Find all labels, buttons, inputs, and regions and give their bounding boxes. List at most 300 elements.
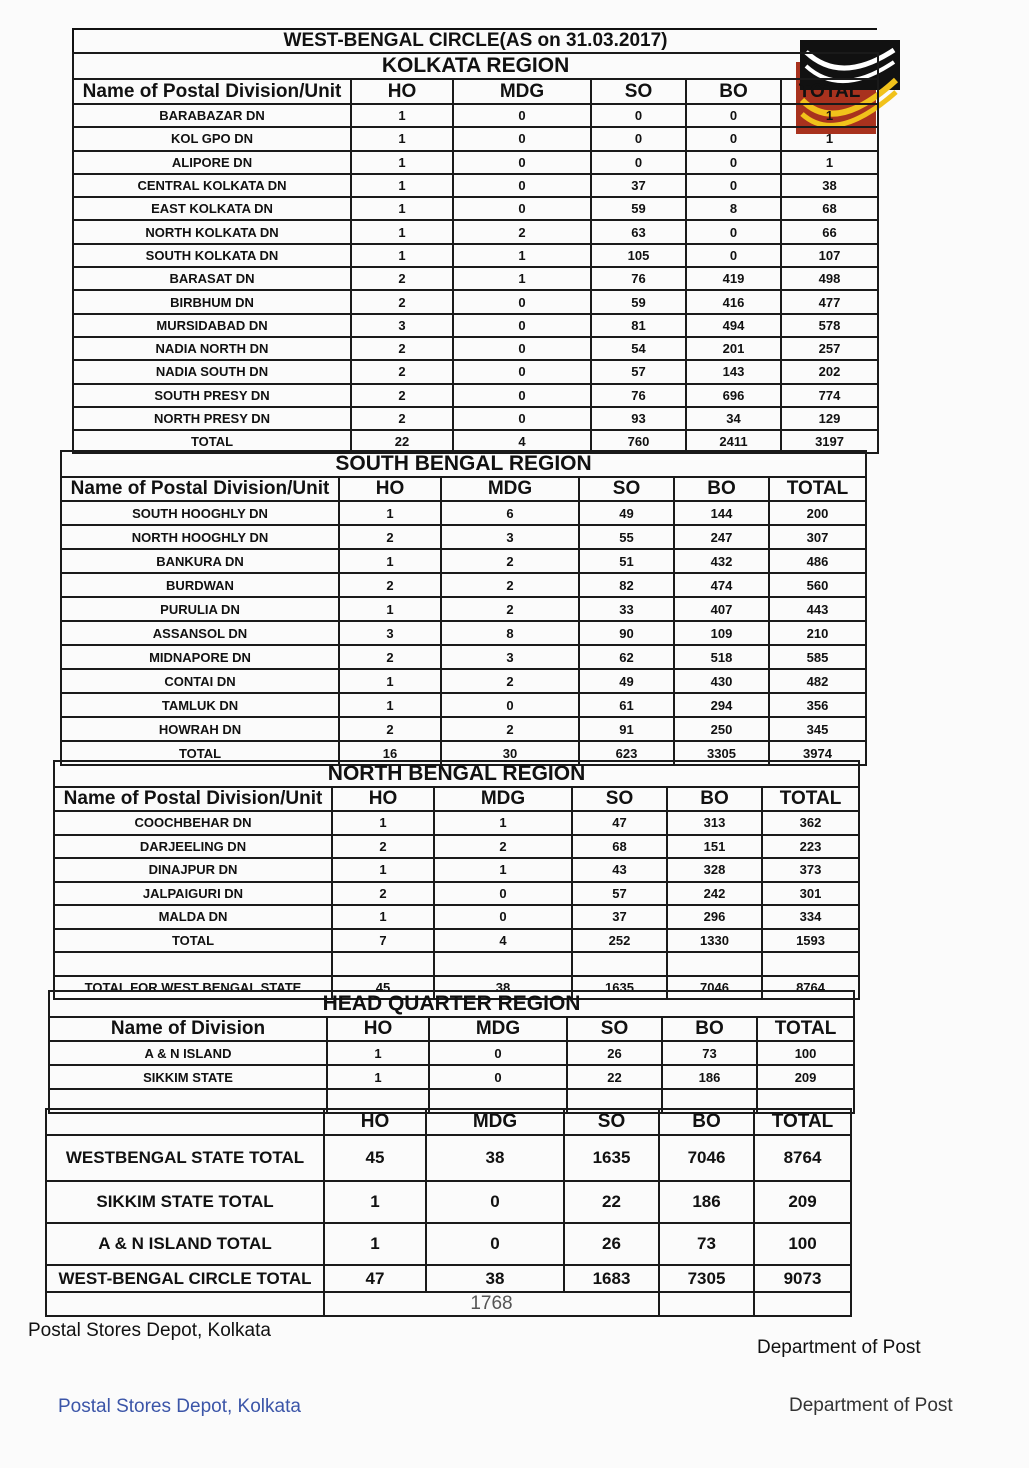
row-label: NORTH PRESY DN [73, 407, 351, 430]
mdg-cell: 0 [453, 337, 591, 360]
table-row [61, 549, 866, 573]
so-cell: 55 [579, 525, 674, 549]
ho-cell: 1 [324, 1181, 426, 1223]
bo-cell: 407 [674, 597, 769, 621]
ho-cell: 1 [339, 669, 441, 693]
mdg-cell: 6 [441, 501, 579, 525]
kolkata-region-table [72, 28, 877, 454]
so-cell: 33 [579, 597, 674, 621]
so-cell: 68 [572, 835, 667, 859]
ho-cell: 1 [339, 693, 441, 717]
mdg-cell: 38 [426, 1265, 564, 1292]
ho-cell: 2 [332, 882, 434, 906]
table-row [73, 151, 878, 174]
ho-cell: 1 [332, 905, 434, 929]
bo-cell: 7046 [659, 1135, 754, 1181]
total-cell: 8764 [754, 1135, 851, 1181]
total-cell: 100 [757, 1041, 854, 1065]
so-cell: 43 [572, 858, 667, 882]
total-cell: 209 [754, 1181, 851, 1223]
blank-cell [46, 1292, 324, 1316]
table-row [73, 337, 878, 360]
row-label: DINAJPUR DN [54, 858, 332, 882]
total-cell: 498 [781, 267, 878, 290]
total-cell [762, 952, 859, 976]
row-label: JALPAIGURI DN [54, 882, 332, 906]
total-cell: 307 [769, 525, 866, 549]
so-cell: 62 [579, 645, 674, 669]
mdg-cell: 2 [441, 597, 579, 621]
total-row [54, 929, 859, 953]
table-row [54, 882, 859, 906]
bo-cell: 0 [686, 127, 781, 150]
mdg-cell: 0 [434, 882, 572, 906]
row-label: MURSIDABAD DN [73, 314, 351, 337]
so-cell: 57 [572, 882, 667, 906]
total-cell: TOTAL [754, 1109, 851, 1135]
ho-cell: 47 [324, 1265, 426, 1292]
ho-cell: 22 [351, 430, 453, 453]
head-quarter-region-table [48, 990, 854, 1114]
mdg-cell: 0 [426, 1223, 564, 1265]
row-label: MALDA DN [54, 905, 332, 929]
so-cell: 47 [572, 811, 667, 835]
mdg-cell: MDG [434, 787, 572, 811]
row-label: SOUTH HOOGHLY DN [61, 501, 339, 525]
ho-cell: HO [339, 477, 441, 501]
region-title: KOLKATA REGION [73, 53, 878, 79]
total-cell: 66 [781, 220, 878, 243]
total-cell: 1 [781, 104, 878, 127]
row-label: Name of Postal Division/Unit [61, 477, 339, 501]
so-cell: SO [564, 1109, 659, 1135]
mdg-cell: 0 [441, 693, 579, 717]
south-bengal-region-table [60, 450, 862, 766]
row-label: Name of Division [49, 1017, 327, 1041]
bo-cell: 474 [674, 573, 769, 597]
bo-cell: 73 [662, 1041, 757, 1065]
row-label: NADIA SOUTH DN [73, 360, 351, 383]
bo-cell: 242 [667, 882, 762, 906]
ho-cell: 1 [351, 220, 453, 243]
table-row [49, 1041, 854, 1065]
document-title: WEST-BENGAL CIRCLE(AS on 31.03.2017) [72, 28, 877, 52]
total-cell: 443 [769, 597, 866, 621]
ho-cell: 16 [339, 741, 441, 765]
summary-row [46, 1135, 851, 1181]
mdg-cell: 4 [453, 430, 591, 453]
row-label: BARABAZAR DN [73, 104, 351, 127]
mdg-cell: MDG [453, 79, 591, 104]
so-cell: 59 [591, 290, 686, 313]
bo-cell: 151 [667, 835, 762, 859]
row-label: HOWRAH DN [61, 717, 339, 741]
total-cell: 1 [781, 127, 878, 150]
total-cell: 100 [754, 1223, 851, 1265]
total-cell: 356 [769, 693, 866, 717]
blank-cell [659, 1292, 754, 1316]
bo-cell: 518 [674, 645, 769, 669]
table-row [73, 244, 878, 267]
mdg-cell: MDG [426, 1109, 564, 1135]
bo-cell: BO [659, 1109, 754, 1135]
row-label: NORTH KOLKATA DN [73, 220, 351, 243]
total-cell: 129 [781, 407, 878, 430]
so-cell: SO [572, 787, 667, 811]
handwritten-note-row [46, 1292, 851, 1316]
table-row [61, 717, 866, 741]
bo-cell: 0 [686, 104, 781, 127]
ho-cell: HO [324, 1109, 426, 1135]
table-row [61, 645, 866, 669]
table-row [54, 952, 859, 976]
summary-row [46, 1223, 851, 1265]
row-label: NADIA NORTH DN [73, 337, 351, 360]
ho-cell: 1 [351, 244, 453, 267]
mdg-cell: 0 [453, 151, 591, 174]
total-cell: TOTAL [781, 79, 878, 104]
so-cell: 90 [579, 621, 674, 645]
bo-cell: 143 [686, 360, 781, 383]
ho-cell: 1 [332, 858, 434, 882]
so-cell: 76 [591, 384, 686, 407]
ho-cell: 2 [339, 717, 441, 741]
total-cell: 209 [757, 1065, 854, 1089]
ho-cell: 3 [339, 621, 441, 645]
ho-cell: 2 [339, 573, 441, 597]
row-label: WEST-BENGAL CIRCLE TOTAL [46, 1265, 324, 1292]
mdg-cell: 0 [434, 905, 572, 929]
row-label: A & N ISLAND [49, 1041, 327, 1065]
ho-cell: 2 [339, 525, 441, 549]
so-cell: 26 [567, 1041, 662, 1065]
total-cell: 334 [762, 905, 859, 929]
summary-row [46, 1181, 851, 1223]
so-cell: 0 [591, 104, 686, 127]
ho-cell: 1 [339, 501, 441, 525]
bo-cell: 7046 [667, 976, 762, 1000]
row-label: TOTAL FOR WEST BENGAL STATE [54, 976, 332, 1000]
row-label: Name of Postal Division/Unit [73, 79, 351, 104]
handwritten-note: 1768 [324, 1292, 659, 1316]
table-row [54, 905, 859, 929]
bo-cell: 2411 [686, 430, 781, 453]
table-row [73, 174, 878, 197]
region-title: SOUTH BENGAL REGION [61, 451, 866, 477]
row-label: BARASAT DN [73, 267, 351, 290]
footer-right-text-gray: Department of Post [789, 1395, 953, 1416]
ho-cell: 1 [351, 174, 453, 197]
mdg-cell: 0 [453, 127, 591, 150]
bo-cell: 73 [659, 1223, 754, 1265]
bo-cell: 0 [686, 151, 781, 174]
so-cell: 252 [572, 929, 667, 953]
ho-cell: 1 [351, 197, 453, 220]
so-cell: 1635 [572, 976, 667, 1000]
row-label: PURULIA DN [61, 597, 339, 621]
so-cell: 26 [564, 1223, 659, 1265]
ho-cell: 2 [351, 267, 453, 290]
row-label: KOL GPO DN [73, 127, 351, 150]
total-cell: 362 [762, 811, 859, 835]
total-cell: 3974 [769, 741, 866, 765]
total-cell: 585 [769, 645, 866, 669]
mdg-cell: 0 [453, 314, 591, 337]
bo-cell: 494 [686, 314, 781, 337]
total-cell: 482 [769, 669, 866, 693]
table-row [73, 197, 878, 220]
table-row [73, 314, 878, 337]
row-label: CENTRAL KOLKATA DN [73, 174, 351, 197]
bo-cell: 296 [667, 905, 762, 929]
mdg-cell: MDG [441, 477, 579, 501]
total-cell: 1593 [762, 929, 859, 953]
total-cell: 560 [769, 573, 866, 597]
mdg-cell: 2 [434, 835, 572, 859]
total-cell: 202 [781, 360, 878, 383]
so-cell: 0 [591, 151, 686, 174]
mdg-cell: 0 [429, 1065, 567, 1089]
row-label: TOTAL [73, 430, 351, 453]
bo-cell: 201 [686, 337, 781, 360]
total-cell: 9073 [754, 1265, 851, 1292]
bo-cell: 247 [674, 525, 769, 549]
bo-cell: 8 [686, 197, 781, 220]
total-cell: TOTAL [762, 787, 859, 811]
total-cell: TOTAL [769, 477, 866, 501]
row-label: Name of Postal Division/Unit [54, 787, 332, 811]
mdg-cell: 3 [441, 645, 579, 669]
bo-cell: 430 [674, 669, 769, 693]
north-bengal-region-table [53, 760, 858, 1000]
total-cell: 1 [781, 151, 878, 174]
bo-cell [667, 952, 762, 976]
table-row [61, 525, 866, 549]
so-cell: SO [567, 1017, 662, 1041]
row-label: BIRBHUM DN [73, 290, 351, 313]
ho-cell: 1 [339, 597, 441, 621]
mdg-cell: 4 [434, 929, 572, 953]
so-cell: 1683 [564, 1265, 659, 1292]
bo-cell: 0 [686, 174, 781, 197]
total-cell: 301 [762, 882, 859, 906]
ho-cell: 2 [351, 384, 453, 407]
so-cell: 22 [564, 1181, 659, 1223]
region-title: NORTH BENGAL REGION [54, 761, 859, 787]
mdg-cell: 2 [441, 549, 579, 573]
mdg-cell: 2 [441, 717, 579, 741]
ho-cell: 1 [327, 1065, 429, 1089]
ho-cell: HO [327, 1017, 429, 1041]
bo-cell: BO [667, 787, 762, 811]
row-label: TOTAL [54, 929, 332, 953]
mdg-cell: 0 [453, 384, 591, 407]
bo-cell: 0 [686, 244, 781, 267]
mdg-cell: 2 [441, 573, 579, 597]
ho-cell: 2 [351, 337, 453, 360]
bo-cell: 696 [686, 384, 781, 407]
total-cell: 200 [769, 501, 866, 525]
table-row [73, 104, 878, 127]
total-cell: 486 [769, 549, 866, 573]
table-header-row [73, 79, 878, 104]
mdg-cell: 0 [426, 1181, 564, 1223]
mdg-cell: 30 [441, 741, 579, 765]
so-cell: 82 [579, 573, 674, 597]
bo-cell: 416 [686, 290, 781, 313]
ho-cell: 45 [332, 976, 434, 1000]
mdg-cell: 0 [453, 104, 591, 127]
table-row [73, 407, 878, 430]
row-label: CONTAI DN [61, 669, 339, 693]
row-label [46, 1109, 324, 1135]
ho-cell: 2 [351, 360, 453, 383]
ho-cell: 2 [332, 835, 434, 859]
total-cell: 345 [769, 717, 866, 741]
total-cell: 8764 [762, 976, 859, 1000]
table-header-row [54, 787, 859, 811]
summary-row [46, 1265, 851, 1292]
mdg-cell: 8 [441, 621, 579, 645]
bo-cell: 419 [686, 267, 781, 290]
total-cell: 68 [781, 197, 878, 220]
so-cell: 105 [591, 244, 686, 267]
row-label: SIKKIM STATE [49, 1065, 327, 1089]
bo-cell: 0 [686, 220, 781, 243]
row-label: SOUTH PRESY DN [73, 384, 351, 407]
so-cell: 91 [579, 717, 674, 741]
bo-cell: 1330 [667, 929, 762, 953]
ho-cell: 3 [351, 314, 453, 337]
ho-cell: 1 [351, 104, 453, 127]
bo-cell: 294 [674, 693, 769, 717]
table-row [49, 1065, 854, 1089]
table-row [61, 597, 866, 621]
so-cell: 93 [591, 407, 686, 430]
total-cell: 210 [769, 621, 866, 645]
table-row [54, 835, 859, 859]
so-cell: 61 [579, 693, 674, 717]
so-cell: SO [591, 79, 686, 104]
mdg-cell: 38 [434, 976, 572, 1000]
ho-cell: 1 [332, 811, 434, 835]
so-cell: 59 [591, 197, 686, 220]
ho-cell [332, 952, 434, 976]
total-cell: 774 [781, 384, 878, 407]
region-title: HEAD QUARTER REGION [49, 991, 854, 1017]
bo-cell: 34 [686, 407, 781, 430]
mdg-cell: 1 [434, 811, 572, 835]
table-row [73, 290, 878, 313]
so-cell: 76 [591, 267, 686, 290]
row-label: COOCHBEHAR DN [54, 811, 332, 835]
mdg-cell: 2 [441, 669, 579, 693]
row-label: ASSANSOL DN [61, 621, 339, 645]
so-cell: SO [579, 477, 674, 501]
bo-cell: 432 [674, 549, 769, 573]
ho-cell: 1 [351, 151, 453, 174]
total-cell: 107 [781, 244, 878, 267]
so-cell [572, 952, 667, 976]
row-label: A & N ISLAND TOTAL [46, 1223, 324, 1265]
bo-cell: 186 [659, 1181, 754, 1223]
row-label: MIDNAPORE DN [61, 645, 339, 669]
row-label: SOUTH KOLKATA DN [73, 244, 351, 267]
ho-cell: 1 [339, 549, 441, 573]
bo-cell: 186 [662, 1065, 757, 1089]
row-label: SIKKIM STATE TOTAL [46, 1181, 324, 1223]
row-label: DARJEELING DN [54, 835, 332, 859]
bo-cell: BO [686, 79, 781, 104]
row-label: NORTH HOOGHLY DN [61, 525, 339, 549]
ho-cell: 1 [327, 1041, 429, 1065]
so-cell: 63 [591, 220, 686, 243]
row-label: BANKURA DN [61, 549, 339, 573]
table-row [73, 220, 878, 243]
mdg-cell: MDG [429, 1017, 567, 1041]
table-row [54, 811, 859, 835]
so-cell: 760 [591, 430, 686, 453]
table-row [61, 669, 866, 693]
footer-left-text-blue: Postal Stores Depot, Kolkata [58, 1396, 301, 1417]
total-cell: 257 [781, 337, 878, 360]
ho-cell: 45 [324, 1135, 426, 1181]
total-cell: TOTAL [757, 1017, 854, 1041]
mdg-cell [434, 952, 572, 976]
row-label [54, 952, 332, 976]
bo-cell: 144 [674, 501, 769, 525]
total-cell: 578 [781, 314, 878, 337]
ho-cell: HO [332, 787, 434, 811]
bo-cell: 7305 [659, 1265, 754, 1292]
so-cell: 81 [591, 314, 686, 337]
table-row [54, 858, 859, 882]
mdg-cell: 1 [453, 267, 591, 290]
table-row [61, 501, 866, 525]
bo-cell: 250 [674, 717, 769, 741]
bo-cell: 3305 [674, 741, 769, 765]
so-cell: 37 [572, 905, 667, 929]
ho-cell: 1 [324, 1223, 426, 1265]
so-cell: 37 [591, 174, 686, 197]
so-cell: 49 [579, 669, 674, 693]
so-cell: 22 [567, 1065, 662, 1089]
so-cell: 1635 [564, 1135, 659, 1181]
ho-cell: 7 [332, 929, 434, 953]
so-cell: 49 [579, 501, 674, 525]
total-cell: 477 [781, 290, 878, 313]
total-cell: 223 [762, 835, 859, 859]
blank-cell [754, 1292, 851, 1316]
bo-cell: BO [662, 1017, 757, 1041]
total-cell: 373 [762, 858, 859, 882]
mdg-cell: 0 [453, 174, 591, 197]
bo-cell: 109 [674, 621, 769, 645]
mdg-cell: 1 [453, 244, 591, 267]
mdg-cell: 0 [453, 197, 591, 220]
ho-cell: 2 [351, 290, 453, 313]
bo-cell: BO [674, 477, 769, 501]
row-label: EAST KOLKATA DN [73, 197, 351, 220]
summary-totals-table [45, 1108, 850, 1317]
table-row [73, 267, 878, 290]
footer-left-text: Postal Stores Depot, Kolkata [28, 1320, 271, 1341]
mdg-cell: 0 [429, 1041, 567, 1065]
row-label: TAMLUK DN [61, 693, 339, 717]
mdg-cell: 38 [426, 1135, 564, 1181]
so-cell: 57 [591, 360, 686, 383]
table-row [61, 573, 866, 597]
